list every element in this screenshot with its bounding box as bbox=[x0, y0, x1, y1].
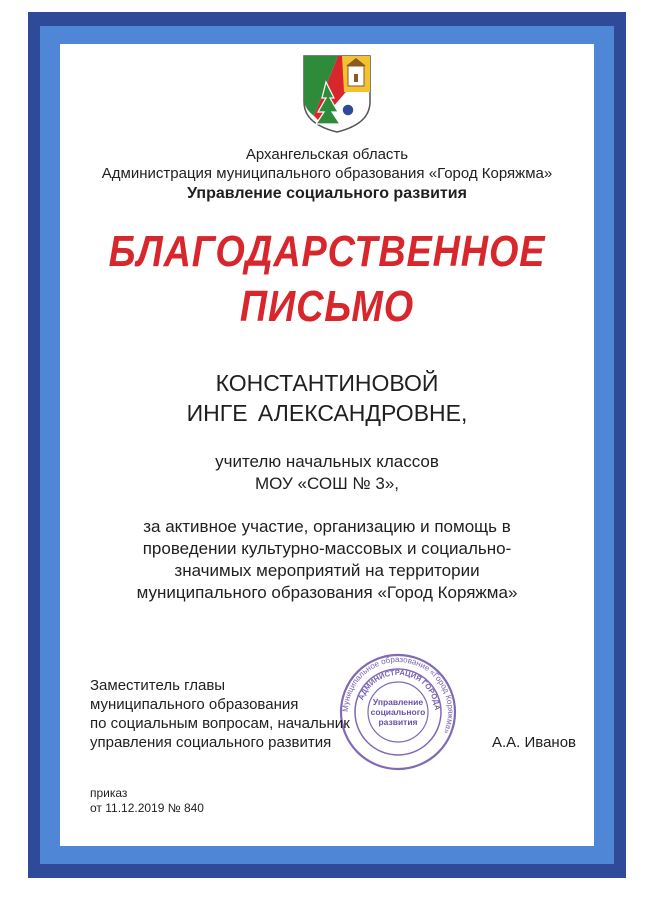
stamp-ring-text: АДМИНИСТРАЦИЯ ГОРОДА bbox=[356, 667, 443, 711]
signatory-title: Заместитель главы bbox=[90, 677, 226, 694]
stamp-center-line: социального bbox=[370, 707, 426, 717]
reason-line: значимых мероприятий на территории bbox=[174, 561, 480, 580]
region-name: Архангельская область bbox=[245, 146, 409, 163]
order-number: от 11.12.2019 № 840 bbox=[90, 801, 204, 815]
stamp-center-line: развития bbox=[378, 717, 418, 727]
signatory-name: А.А. Иванов bbox=[492, 734, 577, 751]
signatory-title: муниципального образования bbox=[90, 696, 299, 713]
order-label: приказ bbox=[90, 786, 128, 800]
document-title-line1: БЛАГОДАРСТВЕННОЕ bbox=[108, 227, 546, 276]
recipient-surname: КОНСТАНТИНОВОЙ bbox=[215, 370, 439, 396]
recipient-given-name: ИНГЕ АЛЕКСАНДРОВНЕ, bbox=[186, 400, 468, 426]
administration-name: Администрация муниципального образования «Город Коряжма» bbox=[101, 165, 553, 182]
reason-line: проведении культурно-массовых и социально- bbox=[142, 539, 512, 558]
document-title-line2: ПИСЬМО bbox=[239, 282, 415, 331]
stamp-outer-text: Муниципальное образование «Город Коряжма» bbox=[340, 654, 456, 736]
signatory-title: по социальным вопросам, начальник bbox=[90, 715, 350, 732]
reason-line: муниципального образования «Город Коряжма» bbox=[136, 583, 518, 602]
recipient-school: МОУ «СОШ № 3», bbox=[254, 474, 399, 493]
stamp-center-line: Управление bbox=[372, 697, 424, 707]
official-stamp bbox=[338, 652, 458, 772]
signatory-title: управления социального развития bbox=[90, 734, 332, 751]
coat-of-arms-icon bbox=[300, 52, 374, 134]
department-name: Управление социального развития bbox=[187, 185, 467, 202]
reason-line: за активное участие, организацию и помощь в bbox=[143, 517, 511, 536]
recipient-position: учителю начальных классов bbox=[215, 452, 439, 471]
